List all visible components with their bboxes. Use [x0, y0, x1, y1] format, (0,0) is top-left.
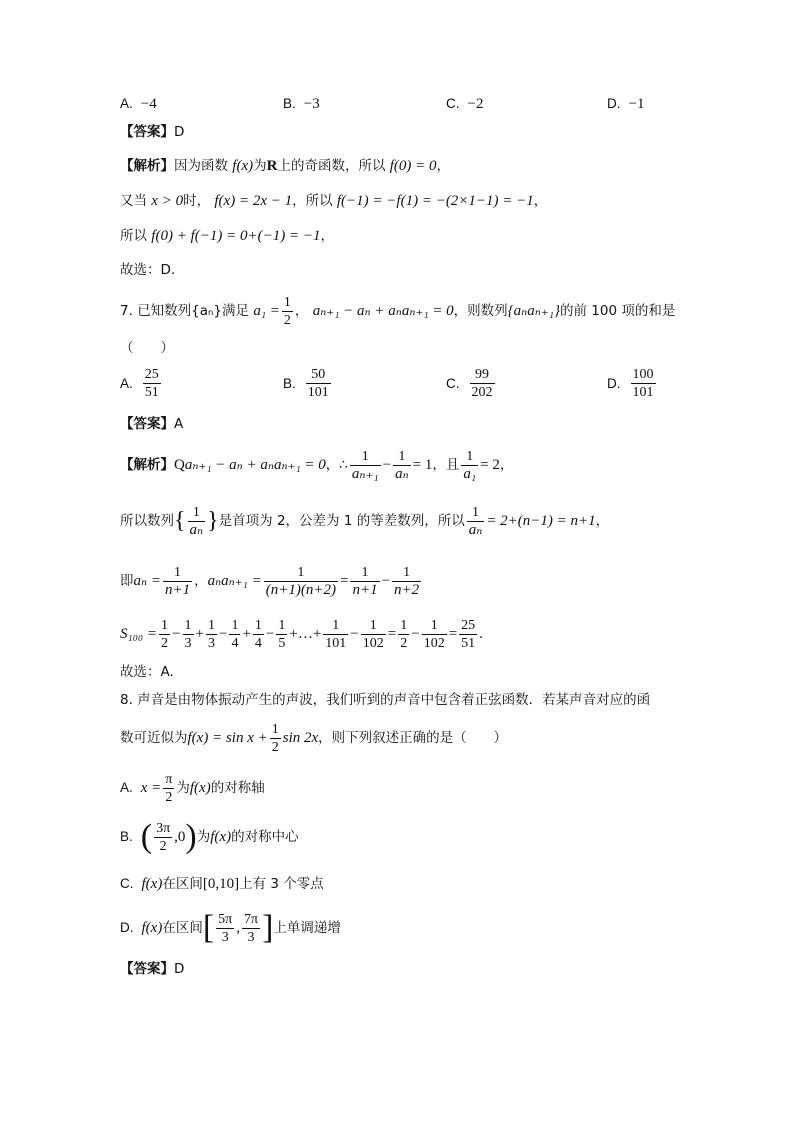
fraction [159, 617, 170, 652]
math: − [382, 457, 392, 473]
text: ， [320, 228, 334, 244]
numerator: 1 [332, 618, 340, 633]
answer-value: D [174, 124, 185, 140]
minus-sign: − [350, 626, 359, 642]
text: 所以 [120, 228, 147, 244]
fraction [276, 617, 287, 652]
bracket-right-icon: ] [262, 909, 274, 946]
text: 因为函数 [174, 158, 228, 174]
text: 故选：A. [120, 664, 174, 680]
math: x > 0 [151, 193, 184, 209]
fraction [323, 617, 348, 652]
denominator: 3 [242, 928, 260, 946]
plus-sign: + [242, 626, 251, 642]
option-label: D. [120, 920, 134, 935]
q6-conclusion [120, 259, 674, 281]
brace-right-icon: } [207, 508, 219, 534]
denominator: (n+1)(n+2) [265, 581, 336, 598]
text: 所以数列 [120, 513, 174, 529]
minus-sign: − [218, 626, 228, 642]
minus-sign: − [265, 626, 275, 642]
text: 是首项为 2，公差为 1 的等差数列，所以 [218, 513, 465, 529]
q7-analysis-line-4 [120, 614, 674, 655]
math: f(x) [141, 920, 163, 936]
text: 为 [176, 780, 190, 796]
text: 为 [196, 829, 211, 845]
math: − [381, 573, 391, 589]
fraction [398, 617, 409, 652]
numerator: 1 [254, 618, 262, 633]
math: [0,10] [202, 876, 240, 892]
q6-option-c [446, 96, 483, 113]
option-label: C. [446, 375, 460, 391]
text: 上的奇函数，所以 [277, 158, 386, 174]
text: 时， [183, 193, 211, 209]
text: 声音是由物体振动产生的声波，我们听到的声音中包含着正弦函数．若某声音对应的函 [137, 692, 651, 708]
denominator: n+1 [164, 581, 191, 598]
text: ，则数列 [453, 303, 508, 319]
numerator: 1 [430, 618, 438, 633]
math: f(x) = 2x − 1 [214, 193, 293, 209]
option-value: −3 [303, 96, 320, 112]
denominator: 2 [161, 636, 169, 651]
numerator: π [165, 771, 173, 787]
answer-value: D [174, 961, 185, 977]
math: f(−1) = −f(1) = −(2×1−1) = −1 [336, 193, 534, 209]
denominator: 51 [461, 636, 476, 651]
denominator: 101 [632, 385, 654, 400]
q6-answer [120, 121, 674, 143]
numerator: 1 [271, 721, 279, 737]
denominator: 3 [207, 636, 215, 651]
denominator: n+1 [352, 581, 378, 598]
q6-option-a [120, 96, 157, 113]
fraction [459, 617, 477, 652]
math: f(0) + f(−1) = 0+(−1) = −1 [151, 228, 321, 244]
numerator: 1 [161, 618, 169, 633]
math: = 1 [412, 457, 433, 473]
numerator: 1 [466, 448, 474, 464]
q7-stem [120, 292, 674, 330]
fraction [253, 617, 264, 652]
brace-left-icon: { [174, 508, 186, 534]
q7-option-c [446, 366, 497, 401]
fraction [282, 294, 293, 329]
numerator: 1 [361, 448, 369, 464]
text: ， [595, 513, 610, 529]
numerator: 1 [400, 618, 408, 633]
option-label: A. [120, 375, 133, 391]
q7-analysis-line-3 [120, 561, 674, 601]
bracket-left-icon: [ [202, 909, 215, 946]
option-value: −2 [467, 96, 484, 112]
denominator: 2 [154, 837, 172, 855]
q7-option-b [283, 366, 333, 401]
q8-option-a [120, 768, 674, 808]
q7-analysis-line-2 [120, 501, 674, 541]
option-label: A. [120, 96, 133, 111]
answer-value: A [174, 416, 184, 432]
denominator: 51 [144, 385, 159, 400]
fraction [206, 617, 217, 652]
numerator: 5π [218, 911, 233, 927]
minus-sign: − [172, 626, 181, 642]
fraction [183, 617, 194, 652]
answer-tag: 【答案】 [120, 961, 174, 977]
denominator: 101 [325, 636, 347, 651]
text: 上有 3 个零点 [239, 876, 324, 892]
denominator: 202 [471, 385, 493, 400]
text: ， [294, 303, 309, 319]
analysis-tag: 【解析】 [120, 457, 174, 473]
math: +…+ [289, 626, 322, 642]
q8-stem-line-2 [120, 718, 674, 758]
fraction [631, 366, 656, 401]
numerator: 1 [472, 504, 480, 520]
q6-option-d [607, 96, 644, 113]
numerator: 50 [311, 367, 326, 382]
numerator: 1 [297, 564, 305, 580]
math: aₙ₊₁ − aₙ + aₙaₙ₊₁ = 0 [184, 457, 326, 473]
text: ，∴ [325, 457, 348, 473]
text: ，且 [432, 457, 460, 473]
q7-answer [120, 413, 674, 435]
math: f(x) [141, 876, 163, 892]
q7-option-a [120, 366, 163, 401]
option-label: B. [283, 96, 296, 111]
fraction [163, 564, 192, 599]
q8-option-d [120, 908, 674, 948]
denominator: n+2 [394, 581, 420, 598]
paren-right-icon: ) [185, 818, 197, 855]
fraction [306, 366, 331, 401]
denominator: aₙ [395, 465, 409, 482]
denominator: a₁ [463, 465, 477, 482]
denominator: 4 [254, 636, 262, 651]
option-label: D. [607, 375, 621, 391]
paren-left-icon: ( [140, 818, 153, 855]
text: 即 [120, 573, 134, 589]
option-label: C. [446, 96, 460, 111]
text: 又当 [120, 193, 147, 209]
numerator: 1 [207, 618, 215, 633]
math: a₁ = [253, 303, 280, 319]
denominator: 2 [163, 788, 174, 806]
text: 数可近似为 [120, 730, 188, 746]
fraction [188, 504, 206, 539]
numerator: 1 [283, 294, 291, 310]
equals-sign: = [387, 626, 397, 642]
answer-blank: （ ） [120, 340, 174, 356]
math: aₙ₊₁ − aₙ + aₙaₙ₊₁ = 0 [312, 303, 454, 319]
fraction [422, 617, 447, 652]
math: x = [140, 780, 162, 796]
math: aₙ = [133, 573, 161, 589]
denominator: 102 [423, 636, 445, 651]
denominator: 2 [283, 312, 291, 328]
minus-sign: − [411, 626, 420, 642]
denominator: 2 [400, 636, 408, 651]
fraction [216, 911, 234, 946]
math: = [339, 573, 349, 589]
numerator: 1 [369, 618, 377, 633]
fraction [461, 448, 478, 483]
fraction [143, 366, 161, 401]
math: . [479, 626, 483, 642]
fraction [229, 617, 240, 652]
option-label: B. [283, 375, 296, 391]
math: aₙaₙ₊₁ = [207, 573, 262, 589]
fraction [264, 564, 338, 599]
denominator: 4 [231, 636, 239, 651]
numerator: 7π [243, 911, 259, 927]
text: ，所以 [292, 193, 333, 209]
numerator: 1 [361, 564, 369, 580]
plus-sign: + [195, 626, 204, 642]
comma: , [236, 920, 240, 936]
math: = 2+(n−1) = n+1 [486, 513, 596, 529]
math: R [266, 158, 278, 174]
q6-option-b [283, 96, 320, 113]
text: ，则下列叙述正确的是（ ） [318, 730, 508, 746]
text: 已知数列{aₙ}满足 [137, 303, 250, 319]
q8-option-c [120, 873, 674, 895]
q7-option-d [607, 366, 658, 401]
denominator: aₙ [468, 521, 483, 538]
math: f(x) = sin x + [187, 730, 268, 746]
denominator: 5 [278, 636, 286, 651]
option-label: A. [120, 780, 133, 795]
text: 的对称中心 [231, 829, 299, 845]
text: 为 [253, 158, 267, 174]
question-number: 7. [120, 303, 133, 319]
question-number: 8. [120, 692, 133, 708]
fraction [350, 564, 379, 599]
numerator: 3π [156, 820, 171, 836]
text: ， [194, 573, 208, 589]
numerator: 25 [461, 618, 476, 633]
fraction [393, 448, 411, 483]
math: f(x) [232, 158, 254, 174]
q7-conclusion [120, 661, 674, 683]
answer-tag: 【答案】 [120, 124, 174, 140]
q8-answer [120, 958, 674, 980]
text: 故选：D. [120, 262, 176, 278]
equals-sign: = [448, 626, 458, 642]
text: 在区间 [162, 920, 203, 936]
q7-analysis-line-1 [120, 446, 674, 484]
text: 上单调递增 [273, 920, 341, 936]
q8-stem-line-1 [120, 689, 674, 711]
option-value: −4 [140, 96, 157, 112]
denominator: 3 [216, 928, 234, 946]
numerator: 1 [398, 448, 406, 464]
q6-analysis-line-1 [120, 155, 674, 177]
numerator: 100 [632, 367, 654, 382]
fraction [392, 564, 421, 599]
math: sin 2x [282, 730, 319, 746]
math: f(x) [189, 780, 211, 796]
math: {aₙaₙ₊₁} [507, 303, 560, 319]
option-label: C. [120, 876, 134, 891]
numerator: 1 [278, 618, 286, 633]
fraction [361, 617, 386, 652]
text: 的前 100 项的和是 [559, 303, 676, 319]
option-value: −1 [628, 96, 645, 112]
fraction [470, 366, 495, 401]
numerator: 1 [184, 618, 192, 633]
text: 的对称轴 [210, 780, 265, 796]
numerator: 99 [475, 367, 489, 382]
math: = 2 [480, 457, 500, 473]
denominator: 3 [184, 636, 192, 651]
q6-analysis-line-2 [120, 190, 674, 212]
numerator: 1 [403, 564, 411, 580]
math: Q [174, 457, 185, 473]
fraction [163, 771, 174, 806]
text: ， [436, 158, 451, 174]
analysis-tag: 【解析】 [120, 158, 174, 174]
numerator: 1 [174, 564, 182, 580]
math: f(0) = 0 [389, 158, 437, 174]
option-label: B. [120, 829, 133, 844]
denominator: 102 [362, 636, 384, 651]
fraction [270, 721, 281, 756]
q6-analysis-line-3 [120, 225, 674, 247]
fraction [350, 448, 381, 483]
denominator: 2 [271, 739, 279, 755]
fraction [242, 911, 260, 946]
text: 在区间 [162, 876, 203, 892]
math: S₁₀₀ = [120, 626, 158, 642]
answer-tag: 【答案】 [120, 416, 174, 432]
text: ， [499, 457, 514, 473]
text: ， [533, 193, 548, 209]
denominator: aₙ₊₁ [351, 465, 379, 482]
fraction [154, 820, 172, 855]
math: f(x) [210, 829, 232, 845]
math: ,0 [174, 829, 186, 845]
option-label: D. [607, 96, 621, 111]
denominator: 101 [307, 385, 329, 400]
numerator: 1 [231, 618, 239, 633]
q7-options [120, 366, 680, 406]
denominator: aₙ [189, 521, 204, 538]
q7-paren [120, 337, 674, 359]
q8-option-b [120, 817, 674, 857]
fraction [467, 504, 485, 539]
numerator: 25 [144, 367, 159, 382]
numerator: 1 [192, 504, 200, 520]
